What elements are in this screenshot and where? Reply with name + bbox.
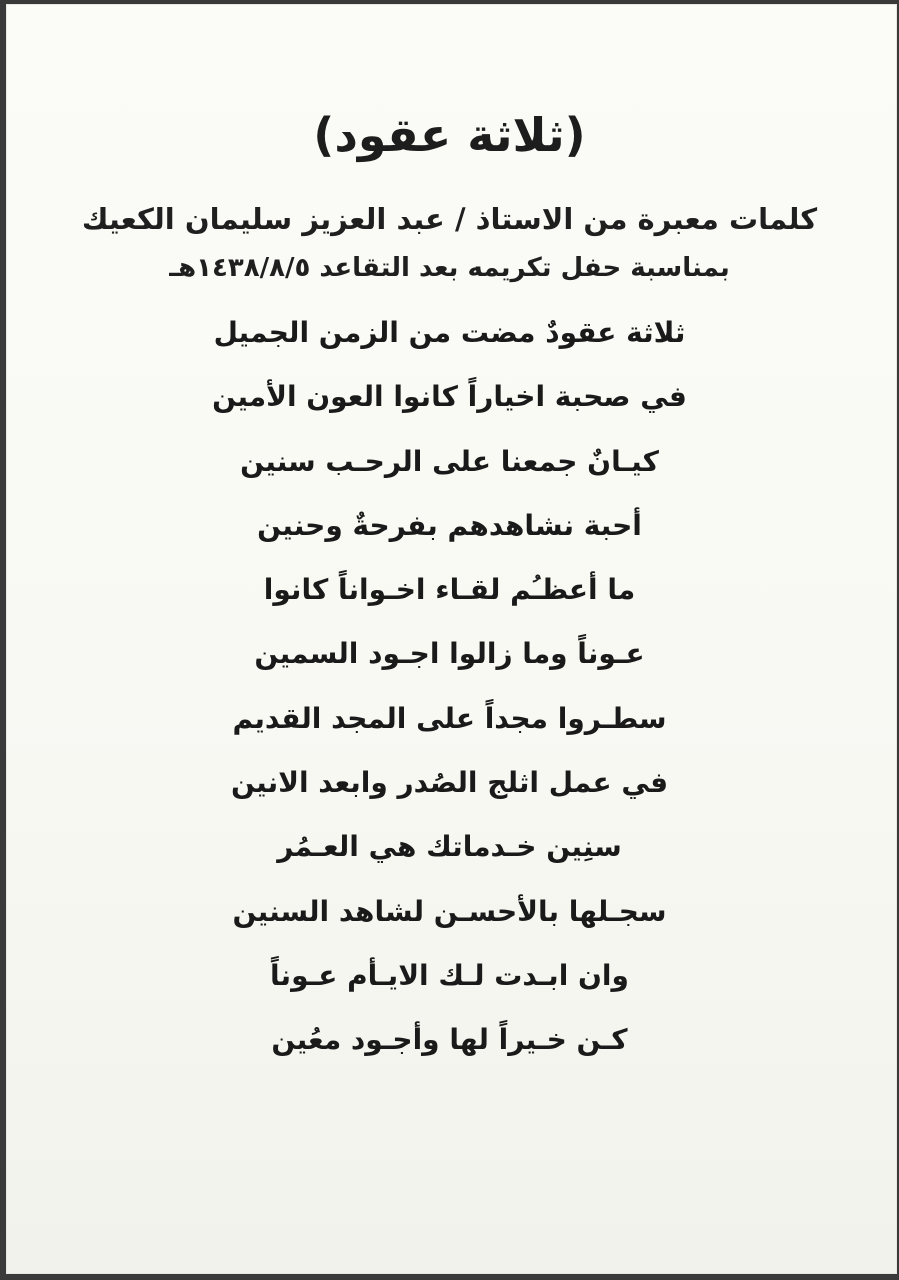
verse-line: عـوناً وما زالوا اجـود السمين	[254, 637, 645, 671]
verse-line: أحبة نشاهدهم بفرحةٌ وحنين	[257, 508, 642, 542]
verse-line: سجـلها بالأحسـن لشاهد السنين	[232, 894, 667, 928]
poem-verses	[0, 301, 899, 1073]
verse-line: سطـروا مجداً على المجد القديم	[232, 701, 667, 735]
verse-line: في عمل اثلج الصُدر وابعد الانين	[230, 766, 669, 800]
verse-line: ما أعظـُم لقـاء اخـواناً كانوا	[263, 573, 636, 607]
verse-line: في صحبة اخياراً كانوا العون الأمين	[212, 380, 687, 414]
occasion-line: بمناسبة حفل تكريمه بعد التقاعد ١٤٣٨/٨/٥هـ	[169, 253, 730, 283]
verse-line: كـن خـيراً لها وأجـود معُين	[271, 1023, 628, 1057]
verse-line: كيـانٌ جمعنا على الرحـب سنين	[240, 444, 659, 478]
page-title: (ثلاثة عقود)	[313, 108, 586, 162]
verse-line: ثلاثة عقودٌ مضت من الزمن الجميل	[213, 316, 686, 349]
verse-line: سنِين خـدماتك هي العـمُر	[277, 830, 622, 864]
verse-line: وان ابـدت لـك الايـأم عـوناً	[270, 958, 629, 992]
author-line: كلمات معبرة من الاستاذ / عبد العزيز سليمان الكعيك	[81, 202, 818, 236]
